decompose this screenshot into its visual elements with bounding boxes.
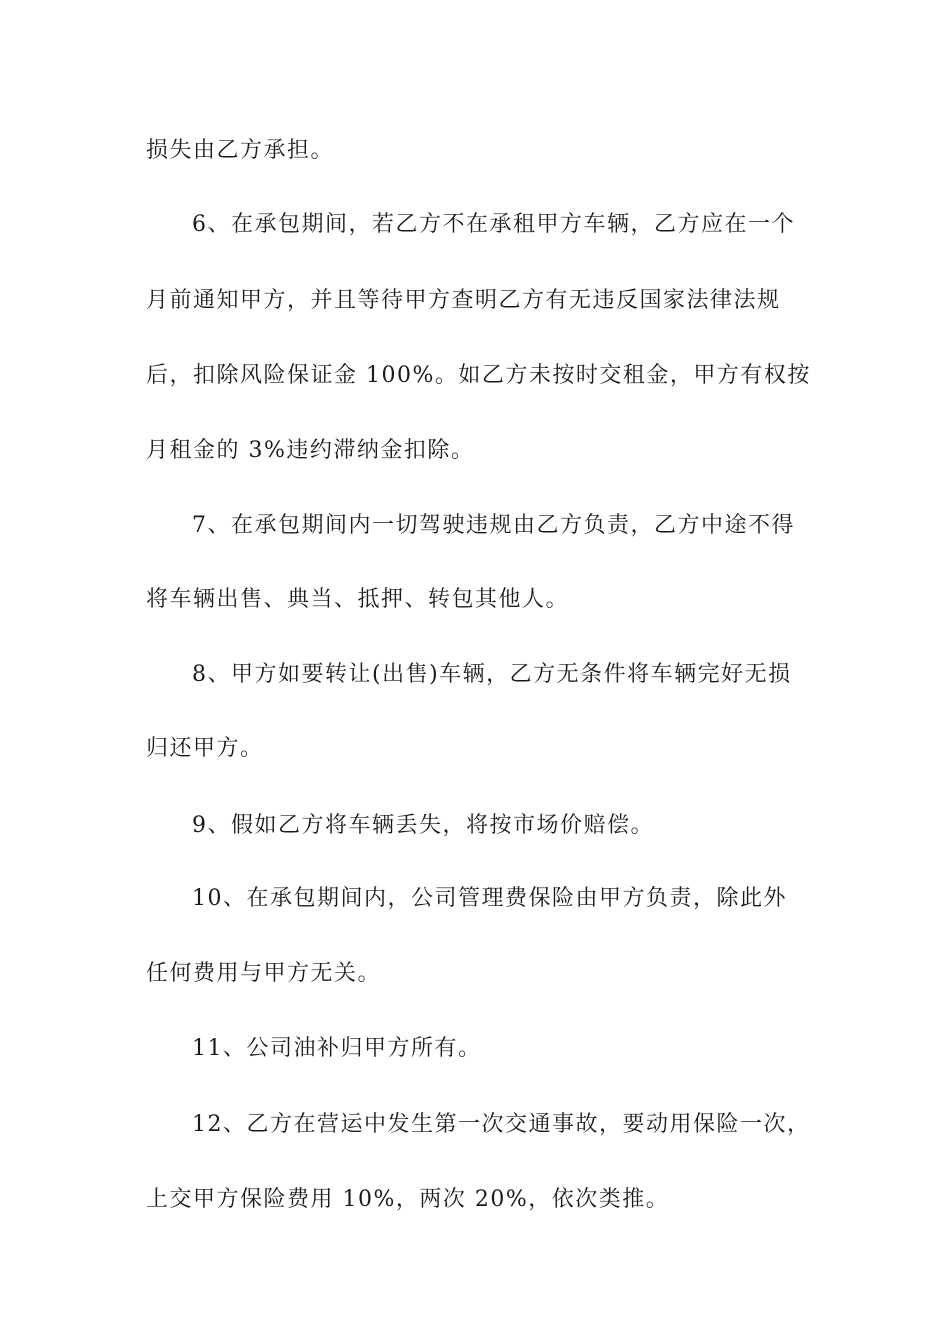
clause-6-line-3: 后，扣除风险保证金 100%。如乙方未按时交租金，甲方有权按 xyxy=(146,363,811,388)
clause-8-line-1: 8、甲方如要转让(出售)车辆，乙方无条件将车辆完好无损 xyxy=(192,662,792,687)
clause-7-line-1: 7、在承包期间内一切驾驶违规由乙方负责，乙方中途不得 xyxy=(192,513,795,538)
clause-10-line-2: 任何费用与甲方无关。 xyxy=(146,961,382,986)
text-line: 损失由乙方承担。 xyxy=(146,138,335,163)
clause-10-line-1: 10、在承包期间内，公司管理费保险由甲方负责，除此外 xyxy=(192,886,787,911)
clause-8-line-2: 归还甲方。 xyxy=(146,736,264,761)
clause-7-line-2: 将车辆出售、典当、抵押、转包其他人。 xyxy=(146,587,570,612)
clause-12-line-1: 12、乙方在营运中发生第一次交通事故，要动用保险一次， xyxy=(192,1112,811,1137)
clause-6-line-2: 月前通知甲方，并且等待甲方查明乙方有无违反国家法律法规 xyxy=(146,288,781,313)
clause-9-line-1: 9、假如乙方将车辆丢失，将按市场价赔偿。 xyxy=(192,813,654,838)
clause-11-line-1: 11、公司油补归甲方所有。 xyxy=(192,1036,482,1061)
clause-12-line-2: 上交甲方保险费用 10%，两次 20%，依次类推。 xyxy=(146,1187,670,1212)
clause-6-line-1: 6、在承包期间，若乙方不在承租甲方车辆，乙方应在一个 xyxy=(192,212,795,237)
clause-6-line-4: 月租金的 3%违约滞纳金扣除。 xyxy=(146,438,475,463)
